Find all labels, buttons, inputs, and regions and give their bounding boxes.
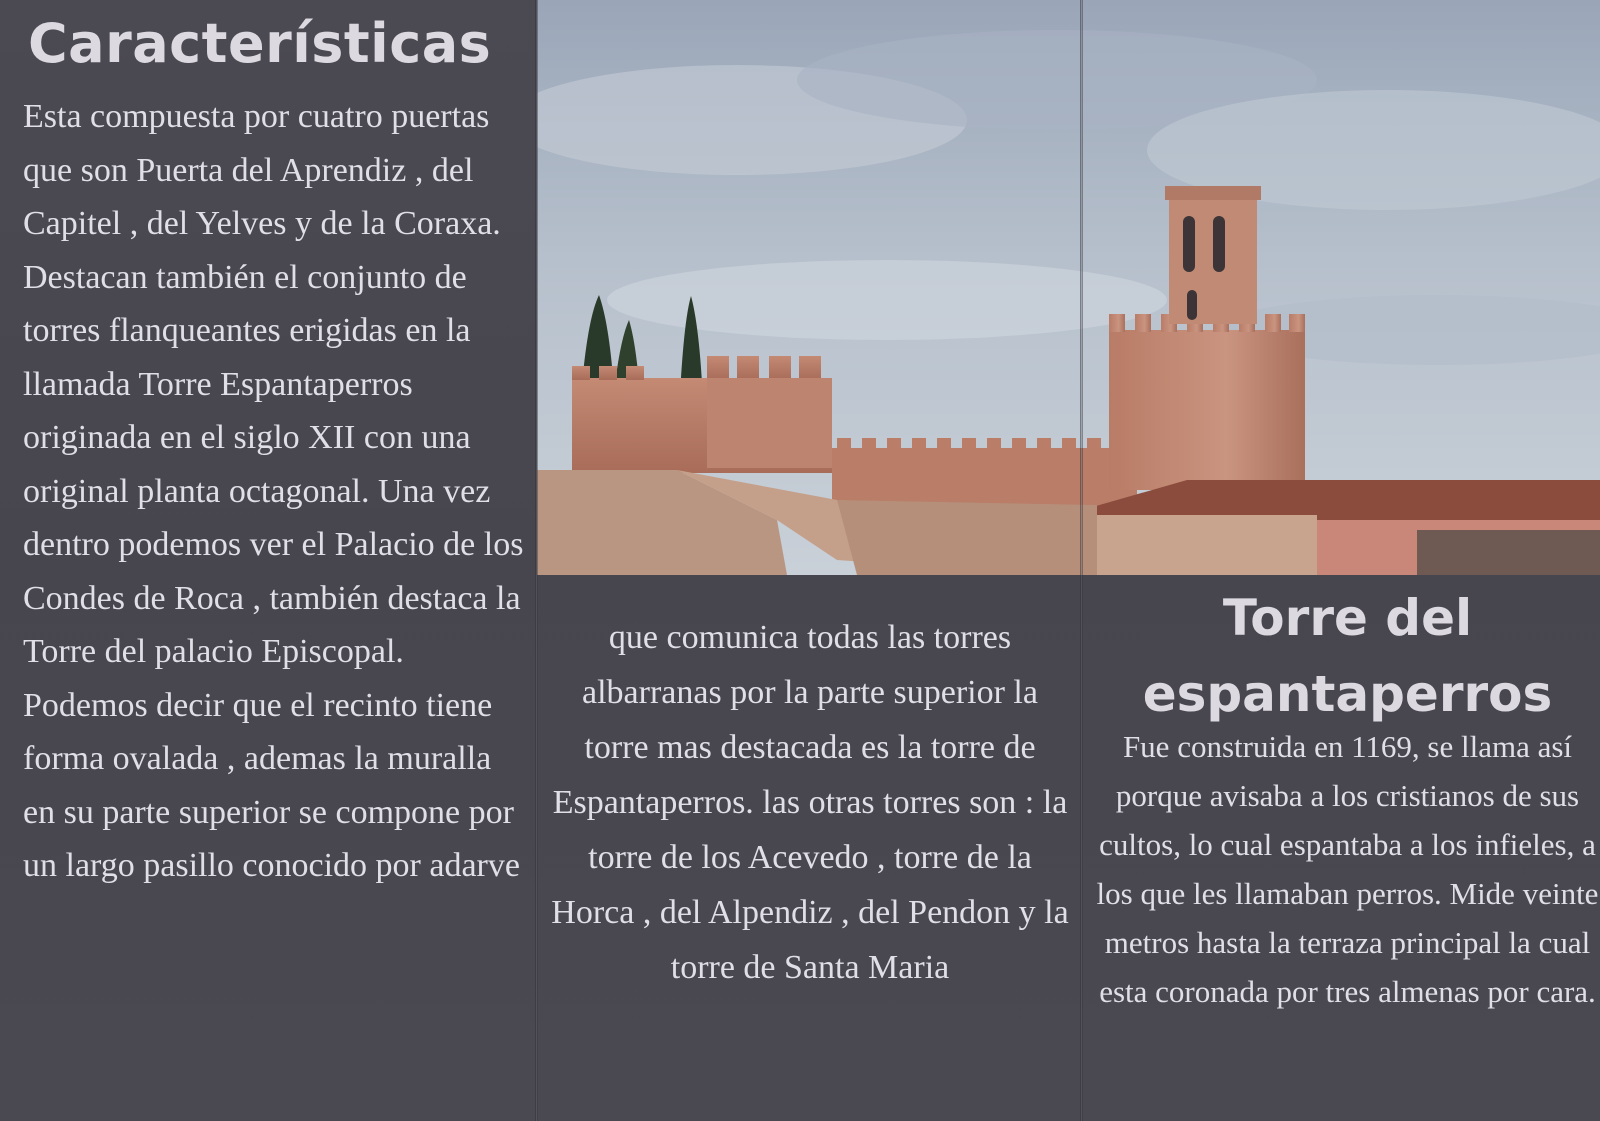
fold-line-right [1080, 0, 1083, 1121]
alcazaba-tower-photo [537, 0, 1600, 575]
fold-line-left [535, 0, 538, 1121]
right-panel-heading: Torre del espantaperros [1142, 589, 1553, 723]
right-panel-body-text: Fue construida en 1169, se llama así porque avisaba a los cristianos de sus cultos, lo cual espantaba a los infieles, a los que les llamaban perros. Mide veinte metros hasta la terraza principal la cual esta coronada por tres almenas por cara. [1096, 729, 1599, 1009]
left-panel-heading: Características [28, 12, 492, 75]
left-panel-body-text: Esta compuesta por cuatro puertas que son Puerta del Aprendiz , del Capitel , del Yelves y de la Coraxa. Destacan también el conjunto de torres flanqueantes erigidas en la llamada Torre Espantaperros originada en el siglo XII con una original planta octagonal. Una vez dentro podemos ver el Palacio de los Condes de Roca , también destaca la Torre del palacio Episcopal. Podemos decir que el recinto tiene forma ovalada , ademas la muralla en su parte superior se compone por un largo pasillo conocido por adarve [23, 98, 524, 884]
middle-panel-body-text: que comunica todas las torres albarranas por la parte superior la torre mas destacada es la torre de Espantaperros. las otras torres son : la torre de los Acevedo , torre de la Horca , del Alpendiz , del Pendon y la torre de Santa Maria [551, 619, 1069, 986]
